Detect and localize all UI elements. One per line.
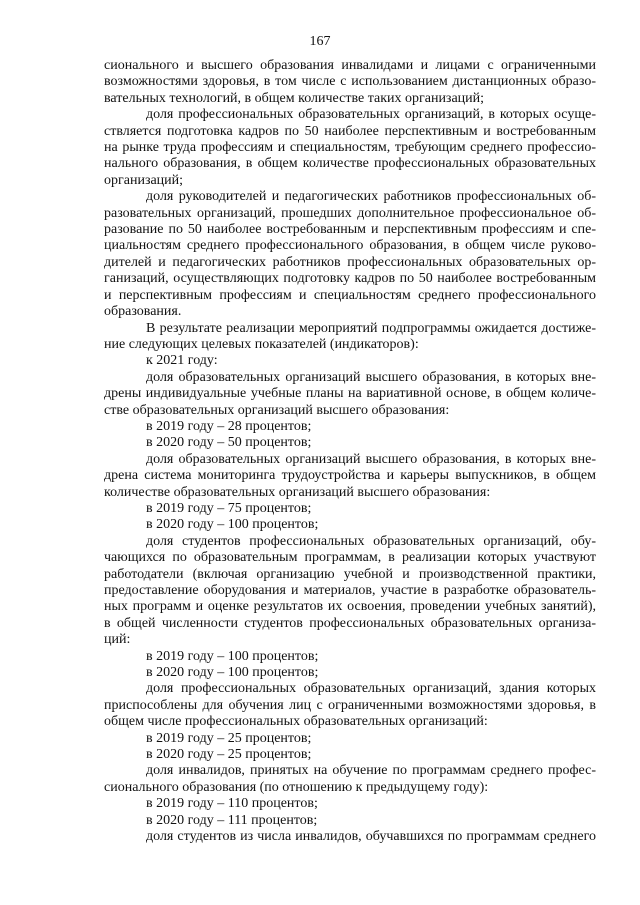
text-line: приспособлены для обучения лиц с ограниченными возможностями здоровья, в: [104, 697, 596, 713]
text-line: работодатели (включая организацию учебной и производственной практики,: [104, 566, 596, 582]
text-line: доля профессиональных образовательных организаций, здания которых: [146, 681, 596, 697]
text-line: и перспективным профессиям и специальностям среднего профессионального: [104, 287, 596, 303]
text-line: в общей численности студентов профессиональных образовательных организа-: [104, 615, 596, 631]
text-line: организаций;: [104, 172, 184, 188]
text-line: образования.: [104, 304, 182, 320]
text-line: в 2019 году – 28 процентов;: [146, 418, 312, 434]
text-line: к 2021 году:: [146, 353, 218, 369]
text-line: доля студентов из числа инвалидов, обучавшихся по программам среднего: [146, 829, 596, 845]
text-line: стве образовательных организаций высшего образования:: [104, 402, 450, 418]
text-line: в 2019 году – 75 процентов;: [146, 500, 312, 516]
text-line: в 2020 году – 111 процентов;: [146, 812, 318, 828]
text-line: ных программ и оценке результатов их освоения, проведении учебных занятий),: [104, 599, 596, 615]
text-line: на рынке труда профессиям и специальностям, требующим среднего профессио-: [104, 140, 596, 156]
text-line: доля студентов профессиональных образовательных организаций, обу-: [146, 533, 596, 549]
text-line: в 2020 году – 25 процентов;: [146, 747, 312, 763]
text-line: циальностям среднего профессионального образования, в общем числе руково-: [104, 238, 596, 254]
text-line: в 2020 году – 100 процентов;: [146, 665, 319, 681]
text-line: дрена система мониторинга трудоустройства и карьеры выпускников, в общем: [104, 468, 596, 484]
text-line: общем числе профессиональных образовательных организаций:: [104, 714, 488, 730]
body-text: [104, 58, 596, 846]
text-line: разование по 50 наиболее востребованным и перспективным профессиям и спе-: [104, 222, 596, 238]
text-line: сионального образования (по отношению к предыдущему году):: [104, 779, 489, 795]
text-line: доля образовательных организаций высшего образования, в которых вне-: [146, 369, 596, 385]
text-line: нального образования, в общем количестве профессиональных образовательных: [104, 156, 596, 172]
text-line: доля инвалидов, принятых на обучение по программам среднего профес-: [146, 763, 596, 779]
text-line: дителей и педагогических работников профессиональных образовательных ор-: [104, 254, 596, 270]
text-line: предоставление оборудования и материалов, участие в разработке образователь-: [104, 583, 596, 598]
text-line: разовательных организаций, прошедших дополнительное профессиональное об-: [104, 205, 596, 221]
text-line: ций:: [104, 632, 131, 648]
text-line: доля руководителей и педагогических работников профессиональных об-: [146, 189, 596, 205]
text-line: дрены индивидуальные учебные планы на вариативной основе, в общем количе-: [104, 386, 596, 402]
text-line: В результате реализации мероприятий подпрограммы ожидается достиже-: [146, 320, 596, 336]
page-number: 167: [309, 34, 331, 49]
text-line: в 2019 году – 100 процентов;: [146, 648, 319, 664]
text-line: в 2019 году – 110 процентов;: [146, 796, 318, 812]
text-line: в 2019 году – 25 процентов;: [146, 730, 312, 746]
text-line: вательных технологий, в общем количестве таких организаций;: [104, 90, 485, 106]
text-line: ние следующих целевых показателей (индикаторов):: [104, 336, 419, 352]
text-line: ганизаций, осуществляющих подготовку кадров по 50 наиболее востребованным: [104, 271, 596, 287]
text-line: сионального и высшего образования инвалидами и лицами с ограниченными: [104, 58, 596, 73]
text-line: чающихся по образовательным программам, в реализации которых участвуют: [104, 550, 596, 566]
text-line: возможностями здоровья, в том числе с использованием дистанционных образо-: [104, 74, 596, 90]
text-line: ствляется подготовка кадров по 50 наиболее перспективным и востребованным: [104, 123, 596, 139]
text-line: в 2020 году – 50 процентов;: [146, 435, 312, 451]
text-line: доля профессиональных образовательных организаций, в которых осуще-: [146, 107, 596, 123]
text-line: в 2020 году – 100 процентов;: [146, 517, 319, 533]
text-line: доля образовательных организаций высшего образования, в которых вне-: [146, 451, 596, 467]
text-line: количестве образовательных организаций высшего образования:: [104, 484, 491, 500]
